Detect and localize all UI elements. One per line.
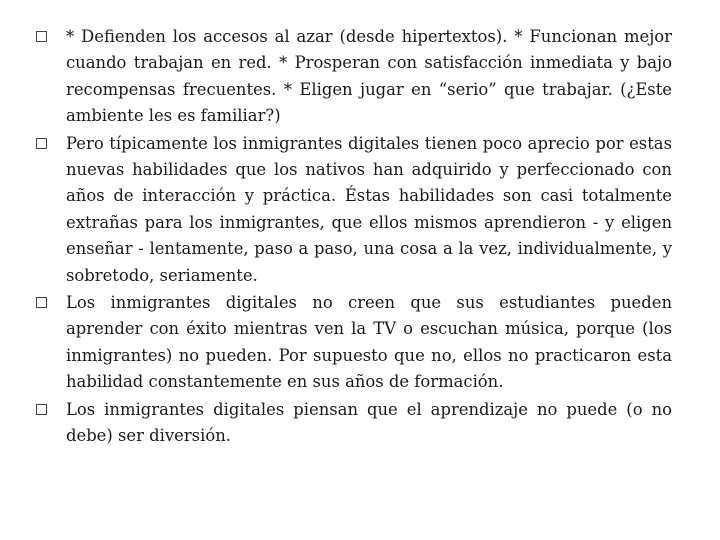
bullet-item-1 (36, 24, 672, 130)
bullet-text: Pero típicamente los inmigrantes digitales tienen poco aprecio por estas nuevas habilidades que los nativos han adquirido y perfeccionado con años de interacción y práctica. Éstas habilidades son casi totalmente extrañas para los inmigrantes, que ellos mismos aprendieron - y eligen enseñar - lentamente, paso a paso, una cosa a la vez, individualmente, y sobretodo, seriamente. (66, 133, 672, 285)
bullet-item-2 (36, 131, 672, 289)
bullet-item-3 (36, 290, 672, 396)
bullet-text: Los inmigrantes digitales piensan que el aprendizaje no puede (o no debe) ser diversión. (66, 399, 672, 446)
bullet-text: * Defienden los accesos al azar (desde hipertextos). * Funcionan mejor cuando trabajan en red. * Prosperan con satisfacción inmediata y bajo recompensas frecuentes. * Eligen jugar en “serio” que trabajar. (¿Este ambiente les es familiar?) (66, 27, 672, 126)
bullet-box-icon (36, 297, 47, 308)
bullet-list (36, 24, 672, 451)
bullet-box-icon (36, 31, 47, 42)
bullet-text: Los inmigrantes digitales no creen que sus estudiantes pueden aprender con éxito mientras ven la TV o escuchan música, porque (los inmigrantes) no pueden. Por supuesto que no, ellos no practicaron esta habilidad constantemente en sus años de formación. (66, 293, 672, 392)
bullet-box-icon (36, 138, 47, 149)
bullet-item-4 (36, 397, 672, 450)
bullet-box-icon (36, 404, 47, 415)
